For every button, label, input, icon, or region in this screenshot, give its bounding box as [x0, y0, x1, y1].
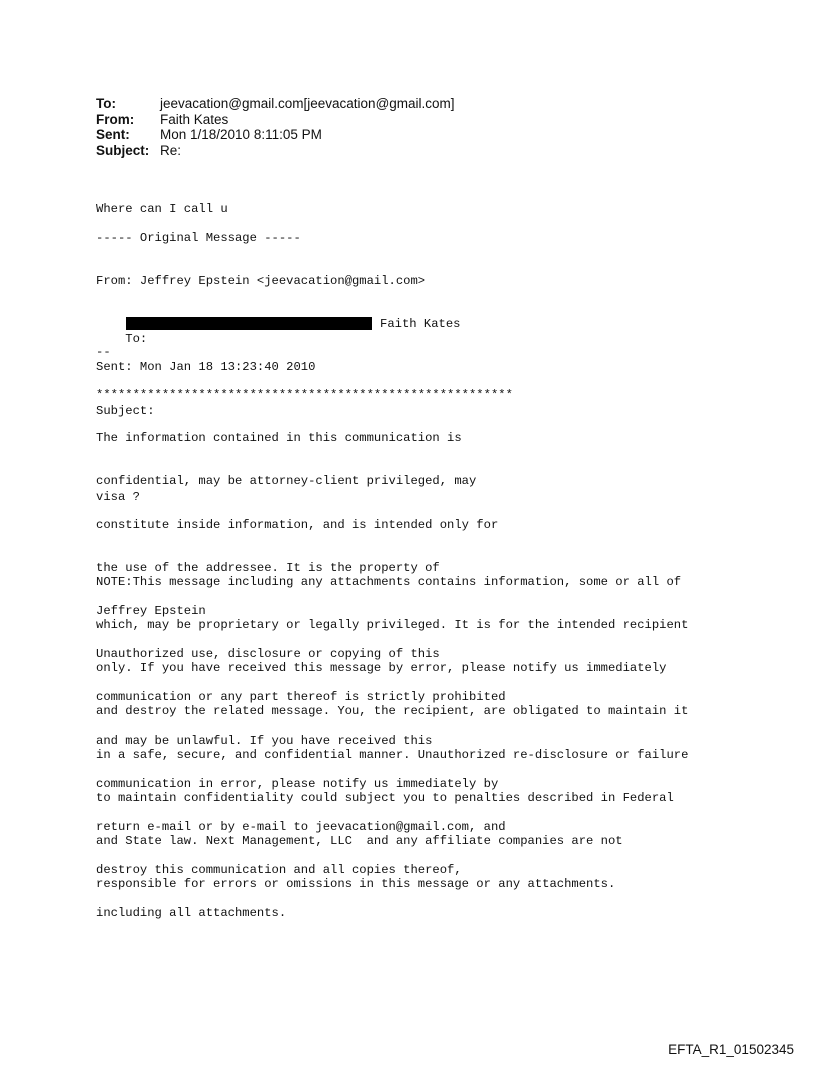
original-to-label: To: [125, 331, 148, 346]
note-line: NOTE:This message including any attachments contains information, some or all of [96, 574, 682, 589]
sent-value: Mon 1/18/2010 8:11:05 PM [160, 127, 322, 142]
header-from-row [96, 112, 455, 128]
note-line: and destroy the related message. You, the recipient, are obligated to maintain it [96, 704, 689, 719]
original-sent-line: Sent: Mon Jan 18 13:23:40 2010 [96, 360, 316, 375]
document-id: EFTA_R1_01502345 [668, 1042, 794, 1057]
note-block [96, 546, 688, 906]
signature-stars: ********************************************************* [96, 388, 513, 403]
header-to-row [96, 96, 455, 112]
header-sent-row [96, 127, 455, 143]
to-value: jeevacation@gmail.com[jeevacation@gmail.com] [160, 96, 455, 111]
note-line: in a safe, secure, and confidential manner. Unauthorized re-disclosure or failure [96, 747, 689, 762]
subject-label: Subject: [96, 142, 150, 158]
note-line: and State law. Next Management, LLC and any affiliate companies are not [96, 834, 623, 849]
disclaimer-line: return e-mail or by e-mail to jeevacation@gmail.com, and [96, 820, 506, 835]
original-subject-line: Subject: [96, 403, 155, 418]
original-from-line: From: Jeffrey Epstein <jeevacation@gmail.com> [96, 274, 426, 289]
disclaimer-line: the use of the addressee. It is the property of [96, 560, 440, 575]
original-to-name: Faith Kates [380, 317, 461, 332]
note-line: responsible for errors or omissions in this message or any attachments. [96, 877, 616, 892]
disclaimer-line: and may be unlawful. If you have received this [96, 733, 433, 748]
sent-label: Sent: [96, 127, 130, 142]
original-message-text: visa ? [96, 490, 140, 505]
disclaimer-line: including all attachments. [96, 906, 287, 921]
disclaimer-line: The information contained in this communication is [96, 431, 462, 446]
disclaimer-line: Jeffrey Epstein [96, 604, 206, 619]
reply-text: Where can I call u [96, 201, 228, 216]
disclaimer-line: destroy this communication and all copies thereof, [96, 863, 462, 878]
email-header [96, 96, 455, 158]
disclaimer-line: constitute inside information, and is intended only for [96, 517, 499, 532]
note-line: only. If you have received this message by error, please notify us immediately [96, 661, 667, 676]
disclaimer-line: confidential, may be attorney-client privileged, may [96, 474, 477, 489]
header-subject-row [96, 143, 455, 159]
disclaimer-line: Unauthorized use, disclosure or copying of this [96, 647, 440, 662]
from-label: From: [96, 111, 135, 127]
to-label: To: [96, 96, 116, 111]
subject-value: Re: [160, 142, 182, 158]
original-separator: ----- Original Message ----- [96, 230, 301, 245]
note-line: to maintain confidentiality could subject you to penalties described in Federal [96, 790, 674, 805]
disclaimer-line: communication or any part thereof is strictly prohibited [96, 690, 506, 705]
signature-dashes: -- [96, 344, 111, 359]
from-value: Faith Kates [160, 111, 229, 127]
disclaimer-line: communication in error, please notify us immediately by [96, 776, 499, 791]
note-line: which, may be proprietary or legally privileged. It is for the intended recipient [96, 618, 689, 633]
